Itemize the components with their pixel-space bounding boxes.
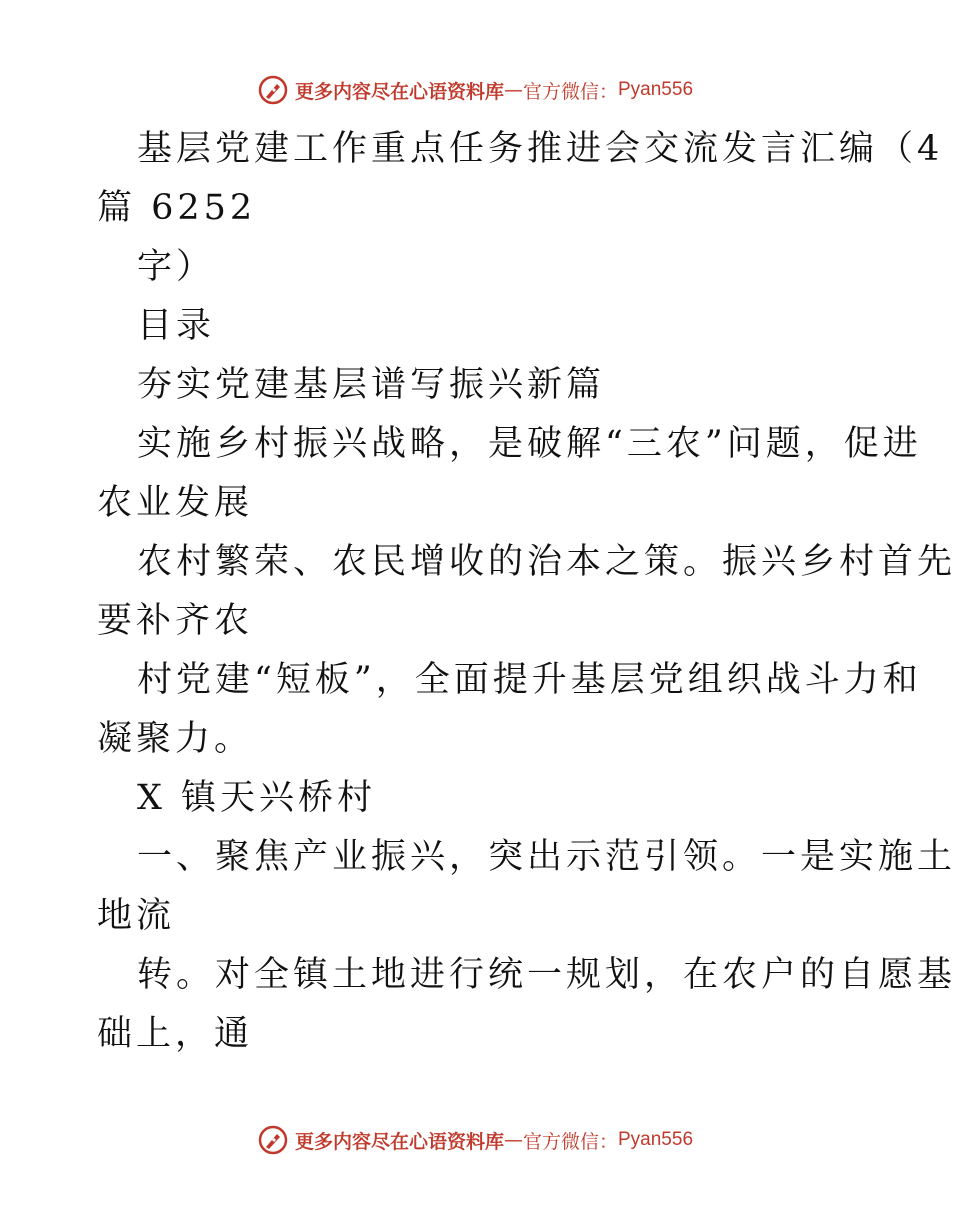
watermark-site-text: 更多内容尽在心语资料库 bbox=[294, 80, 504, 103]
doc-line: 农业发展 bbox=[97, 483, 254, 523]
doc-line: 夯实党建基层谱写振兴新篇 bbox=[137, 365, 606, 405]
watermark-dash: — bbox=[503, 79, 523, 101]
watermark-dash: — bbox=[503, 1129, 523, 1151]
doc-line: 农村繁荣、农民增收的治本之策。振兴乡村首先 bbox=[137, 542, 956, 582]
doc-line: 地流 bbox=[97, 896, 176, 936]
doc-line: 村党建“短板”，全面提升基层党组织战斗力和 bbox=[137, 660, 922, 700]
footer-watermark bbox=[0, 1120, 950, 1160]
watermark-wechat-label: 官方微信： bbox=[522, 80, 618, 103]
watermark-site-text: 更多内容尽在心语资料库 bbox=[294, 1130, 504, 1153]
watermark-wechat-label: 官方微信： bbox=[522, 1130, 618, 1153]
document-body bbox=[97, 120, 956, 1064]
doc-line: 要补齐农 bbox=[97, 601, 254, 641]
doc-line: 凝聚力。 bbox=[97, 719, 254, 759]
doc-line: 目录 bbox=[137, 306, 216, 346]
header-watermark bbox=[0, 70, 950, 110]
doc-line: 础上，通 bbox=[97, 1014, 254, 1054]
pen-nib-logo-icon bbox=[257, 74, 289, 106]
doc-line: 转。对全镇土地进行统一规划，在农户的自愿基 bbox=[137, 955, 956, 995]
watermark-wechat-id: Pyan556 bbox=[618, 79, 694, 100]
watermark-wechat-id: Pyan556 bbox=[618, 1129, 694, 1150]
doc-line: 一、聚焦产业振兴，突出示范引领。一是实施土 bbox=[137, 837, 956, 877]
doc-line: 字） bbox=[137, 247, 216, 287]
pen-nib-logo-icon bbox=[257, 1124, 289, 1156]
doc-line: 基层党建工作重点任务推进会交流发言汇编（4 bbox=[137, 129, 944, 169]
doc-line: 实施乡村振兴战略，是破解“三农”问题，促进 bbox=[137, 424, 922, 464]
doc-line: 篇 6252 bbox=[97, 188, 257, 228]
doc-line: X 镇天兴桥村 bbox=[137, 778, 377, 818]
